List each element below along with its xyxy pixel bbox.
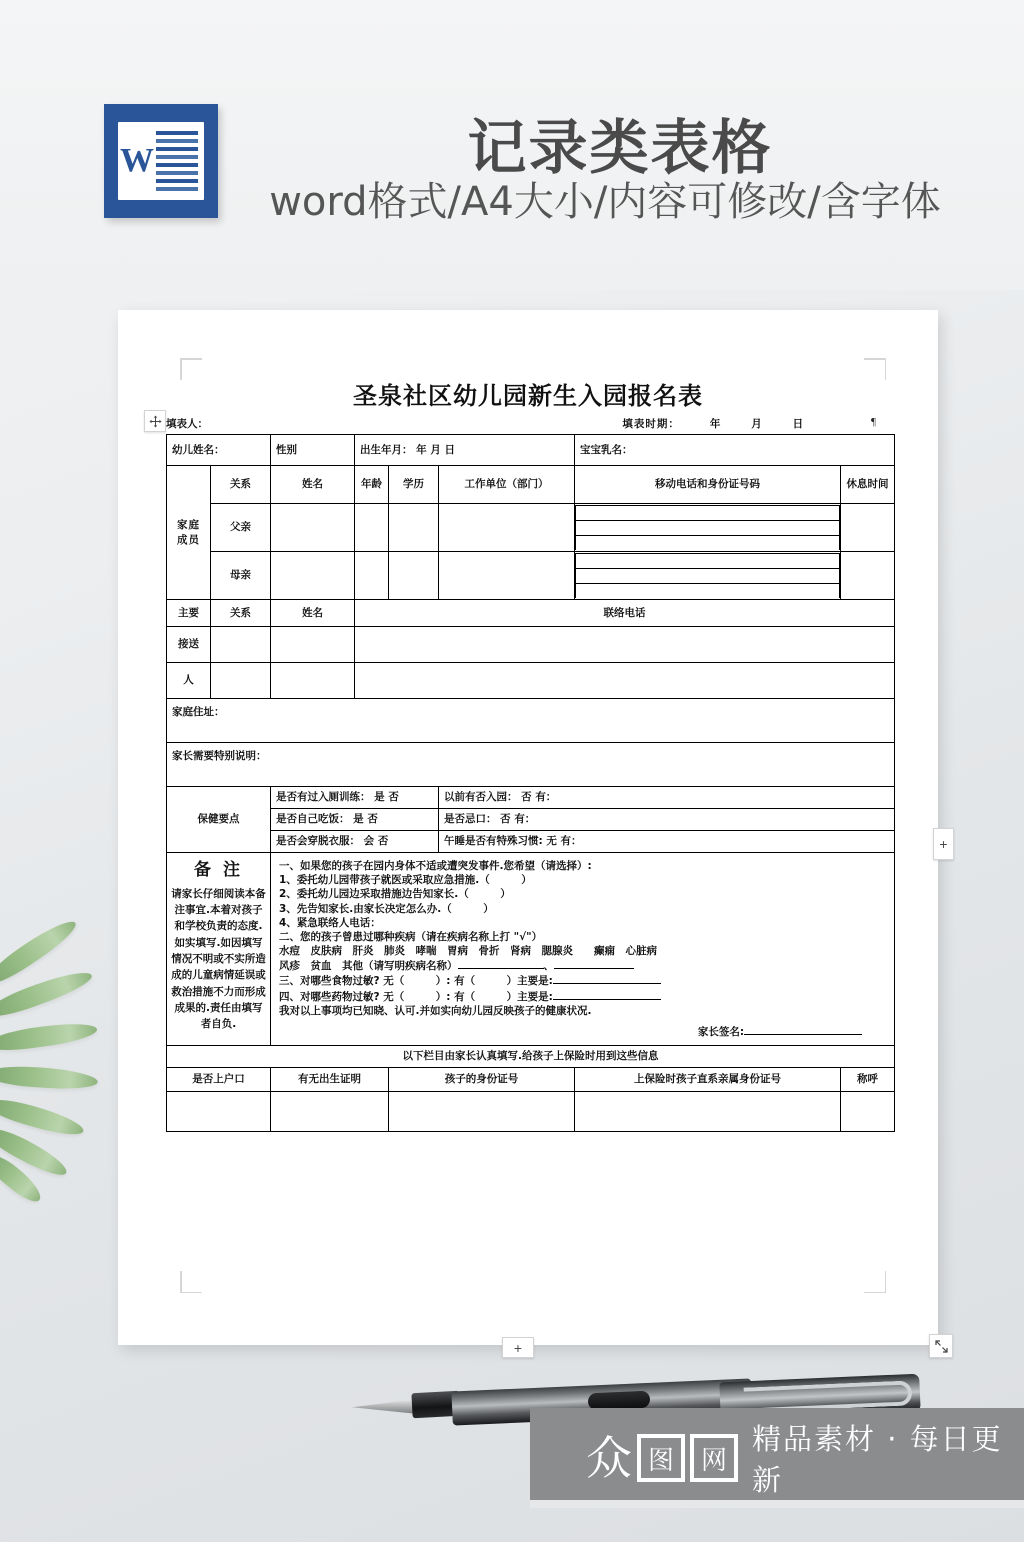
watermark-text: 精品素材 · 每日更新 [752, 1422, 1003, 1497]
health-row1-right [439, 787, 895, 809]
pickup-row2-phone[interactable] [355, 663, 895, 699]
insurance-value-title[interactable] [841, 1092, 895, 1132]
word-app-icon [104, 104, 218, 218]
remarks-item-1: 一、如果您的孩子在园内身体不适或遭突发事件.您希望（请选择）: [279, 860, 592, 872]
resize-diagonal-icon [935, 1340, 948, 1353]
fill-date-label: 填表时期： [622, 417, 680, 430]
health-row3-right-label: 午睡是否有特殊习惯: [444, 835, 543, 848]
pickup-section-label-2: 接送 [167, 627, 211, 663]
family-header-relation: 关系 [211, 466, 271, 504]
health-row1-right-label: 以前有否入园： [444, 791, 518, 804]
date-month: 月 [751, 417, 763, 430]
allergy-food-label: 三、对哪些食物过敏? 无（ ）: 有（ ）主要是: [279, 975, 553, 988]
watermark-logo-char-1: 众 [586, 1431, 632, 1485]
remarks-confirm-text: 我对以上事项均已知晓、认可.并如实向幼儿园反映孩子的健康状况. [279, 1004, 592, 1017]
remarks-item-4[interactable]: 3、先告知家长.由家长决定怎么办.（ ） [279, 902, 494, 915]
parent-signature-line[interactable] [279, 1018, 886, 1039]
birth-year: 年 [416, 443, 427, 456]
remarks-left-column [167, 853, 271, 1046]
pickup-row1-name[interactable] [271, 627, 355, 663]
health-row2-right-opt1[interactable]: 否 [500, 813, 511, 826]
pen-nib [352, 1399, 418, 1414]
health-row3-left [271, 831, 439, 853]
health-row2-left-label: 是否自己吃饭： [276, 813, 350, 826]
table-row[interactable] [167, 466, 895, 504]
insurance-value-relative-id[interactable] [575, 1092, 841, 1132]
health-row2-right-opt2[interactable]: 有： [514, 813, 536, 826]
table-row[interactable] [167, 743, 895, 787]
health-row1-left [271, 787, 439, 809]
family-row-father-rest[interactable] [841, 504, 895, 552]
banner-title: 记录类表格 [467, 113, 773, 182]
health-row3-right-opt1[interactable]: 无 [546, 835, 557, 848]
health-row1-left-opt1[interactable]: 是 [374, 791, 385, 804]
health-row3-left-opt2[interactable]: 否 [377, 835, 389, 848]
home-address-label[interactable]: 家庭住址： [167, 699, 895, 743]
health-row2-right-label: 是否忌口： [444, 813, 497, 826]
health-row1-left-label: 是否有过入厕训练： [276, 791, 371, 804]
birthdate-label: 出生年月： [360, 443, 413, 456]
plant-leaves-decoration [0, 960, 110, 1190]
remarks-item-2[interactable]: 1、委托幼儿园带孩子就医或采取应急措施.（ ） [279, 874, 532, 887]
date-year: 年 [709, 417, 722, 430]
table-row[interactable] [167, 1092, 895, 1132]
pickup-section-label-3: 人 [167, 663, 211, 699]
family-header-age: 年龄 [355, 466, 389, 504]
date-day: 日 [792, 417, 805, 430]
table-resize-handle[interactable] [929, 1334, 953, 1358]
insurance-value-child-id[interactable] [389, 1092, 575, 1132]
remarks-item-5[interactable]: 4、紧急联络人电话： [279, 916, 381, 929]
allergy-drug-line[interactable] [279, 989, 886, 1004]
pickup-row1-relation[interactable] [211, 627, 271, 663]
health-row3-right-opt2[interactable]: 有： [560, 835, 582, 848]
health-row1-left-opt2[interactable]: 否 [388, 791, 399, 804]
table-row[interactable] [167, 435, 895, 466]
allergy-food-line[interactable] [279, 973, 886, 988]
family-row-mother-name[interactable] [271, 552, 355, 600]
table-row[interactable] [167, 600, 895, 627]
pickup-row2-relation[interactable] [211, 663, 271, 699]
remarks-item-3[interactable]: 2、委托幼儿园边采取措施边告知家长.（ ） [279, 888, 511, 901]
watermark-logo [586, 1431, 738, 1485]
health-section-label: 保健要点 [167, 787, 271, 853]
page-title: 圣泉社区幼儿园新生入园报名表 [353, 382, 703, 410]
health-row2-right [439, 809, 895, 831]
health-row3-left-opt1[interactable]: 会 [363, 835, 375, 848]
pickup-header-phone: 联络电话 [355, 600, 895, 627]
watermark-logo-char-2: 图 [637, 1434, 685, 1482]
gender-label: 性别 [271, 435, 355, 466]
family-row-mother-label: 母亲 [211, 552, 271, 600]
health-row1-right-opt1[interactable]: 否 [521, 791, 532, 804]
move-arrows-icon [149, 415, 162, 428]
health-row2-left [271, 809, 439, 831]
family-header-phone-id: 移动电话和身份证号码 [575, 466, 841, 504]
family-row-father-name[interactable] [271, 504, 355, 552]
word-icon-document [118, 122, 204, 200]
family-row-father-education[interactable] [389, 504, 439, 552]
insurance-header-relative-id: 上保险时孩子直系亲属身份证号 [575, 1068, 841, 1092]
table-row[interactable] [167, 853, 895, 1046]
margin-corner-bottom-right [864, 1271, 886, 1293]
allergy-drug-label: 四、对哪些药物过敏? 无（ ）: 有（ ）主要是: [279, 990, 553, 1003]
table-move-handle[interactable] [144, 410, 166, 432]
family-row-father-workplace[interactable] [439, 504, 575, 552]
pickup-row1-phone[interactable] [355, 627, 895, 663]
disease-other-label: 风疹 贫血 其他（请写明疾病名称） [279, 960, 458, 973]
table-row[interactable] [167, 552, 895, 600]
health-row2-left-opt2[interactable]: 否 [367, 813, 378, 826]
insurance-header-title: 称呼 [841, 1068, 895, 1092]
pickup-section-label-1: 主要 [167, 600, 211, 627]
table-row[interactable] [167, 663, 895, 699]
pickup-row2-name[interactable] [271, 663, 355, 699]
family-row-mother-phone-id[interactable] [575, 552, 841, 600]
family-row-mother-rest[interactable] [841, 552, 895, 600]
table-row[interactable] [167, 627, 895, 663]
table-row[interactable] [167, 699, 895, 743]
watermark-bottom-bar [530, 1500, 1024, 1508]
form-meta-row [166, 414, 894, 432]
paragraph-mark: ¶ [871, 416, 876, 428]
table-row[interactable] [167, 1068, 895, 1092]
parent-signature-label: 家长签名: [697, 1025, 745, 1038]
remarks-title: 备 注 [194, 860, 243, 880]
family-row-mother-workplace[interactable] [439, 552, 575, 600]
family-row-father-label: 父亲 [211, 504, 271, 552]
family-row-father-age[interactable] [355, 504, 389, 552]
birth-month: 月 [430, 443, 441, 456]
document-page [118, 310, 948, 1356]
watermark-logo-char-3: 网 [690, 1434, 738, 1482]
family-header-rest-time: 休息时间 [841, 466, 895, 504]
insurance-value-household[interactable] [167, 1092, 271, 1132]
word-icon-letter: W [120, 142, 154, 179]
margin-corner-bottom-left [180, 1271, 202, 1293]
insurance-header-birth-cert: 有无出生证明 [271, 1068, 389, 1092]
word-icon-lines [156, 122, 204, 200]
insurance-banner: 以下栏目由家长认真填写.给孩子上保险时用到这些信息 [167, 1046, 895, 1068]
birthdate-cell [355, 435, 575, 466]
disease-list-line-1[interactable]: 水痘 皮肤病 肝炎 肺炎 哮喘 胃病 骨折 肾病 腮腺炎 癫痫 心脏病 [279, 945, 657, 958]
health-row2-left-opt1[interactable]: 是 [353, 813, 364, 826]
banner-subtitle: word格式/A4大小/内容可修改/含字体 [269, 179, 941, 225]
disease-list-line-2[interactable]: 风疹 贫血 其他（请写明疾病名称） 、 [279, 958, 886, 973]
table-row[interactable] [167, 831, 895, 853]
family-row-father-phone-id[interactable] [575, 504, 841, 552]
remarks-body: 请家长仔细阅读本备注事宜.本着对孩子和学校负责的态度.如实填写.如因填写情况不明或不实所造成的儿童病情延误或救治措施不力而形成成果的.责任由填写者自负. [171, 887, 266, 1031]
insurance-header-household: 是否上户口 [167, 1068, 271, 1092]
add-row-button[interactable]: + [502, 1337, 534, 1358]
table-row[interactable] [167, 787, 895, 809]
table-row[interactable] [167, 504, 895, 552]
family-section-label: 家庭成员 [167, 466, 211, 600]
insurance-header-child-id: 孩子的身份证号 [389, 1068, 575, 1092]
fill-date-group [566, 416, 894, 431]
insurance-value-birth-cert[interactable] [271, 1092, 389, 1132]
health-row3-right [439, 831, 895, 853]
pickup-header-name: 姓名 [271, 600, 355, 627]
add-column-button[interactable]: + [933, 828, 954, 860]
watermark-bar [530, 1408, 1024, 1508]
birth-day: 日 [444, 443, 455, 456]
table-row[interactable] [167, 809, 895, 831]
child-name-label: 幼儿姓名： [167, 435, 271, 466]
family-header-workplace: 工作单位（部门） [439, 466, 575, 504]
family-row-mother-education[interactable] [389, 552, 439, 600]
special-note-label[interactable]: 家长需要特别说明： [167, 743, 895, 787]
pickup-header-relation: 关系 [211, 600, 271, 627]
table-row[interactable] [167, 1046, 895, 1068]
family-row-mother-age[interactable] [355, 552, 389, 600]
health-row3-left-label: 是否会穿脱衣服： [276, 835, 360, 848]
header-banner [0, 0, 1024, 290]
family-header-education: 学历 [389, 466, 439, 504]
nickname-label: 宝宝乳名： [575, 435, 895, 466]
remarks-right-column [271, 853, 895, 1046]
health-row1-right-opt2[interactable]: 有： [535, 791, 557, 804]
remarks-item-6: 二、您的孩子曾患过哪种疾病（请在疾病名称上打 "√"） [279, 930, 543, 943]
family-header-name: 姓名 [271, 466, 355, 504]
registration-form-table[interactable] [166, 434, 895, 1132]
filler-label: 填表人： [166, 417, 208, 430]
